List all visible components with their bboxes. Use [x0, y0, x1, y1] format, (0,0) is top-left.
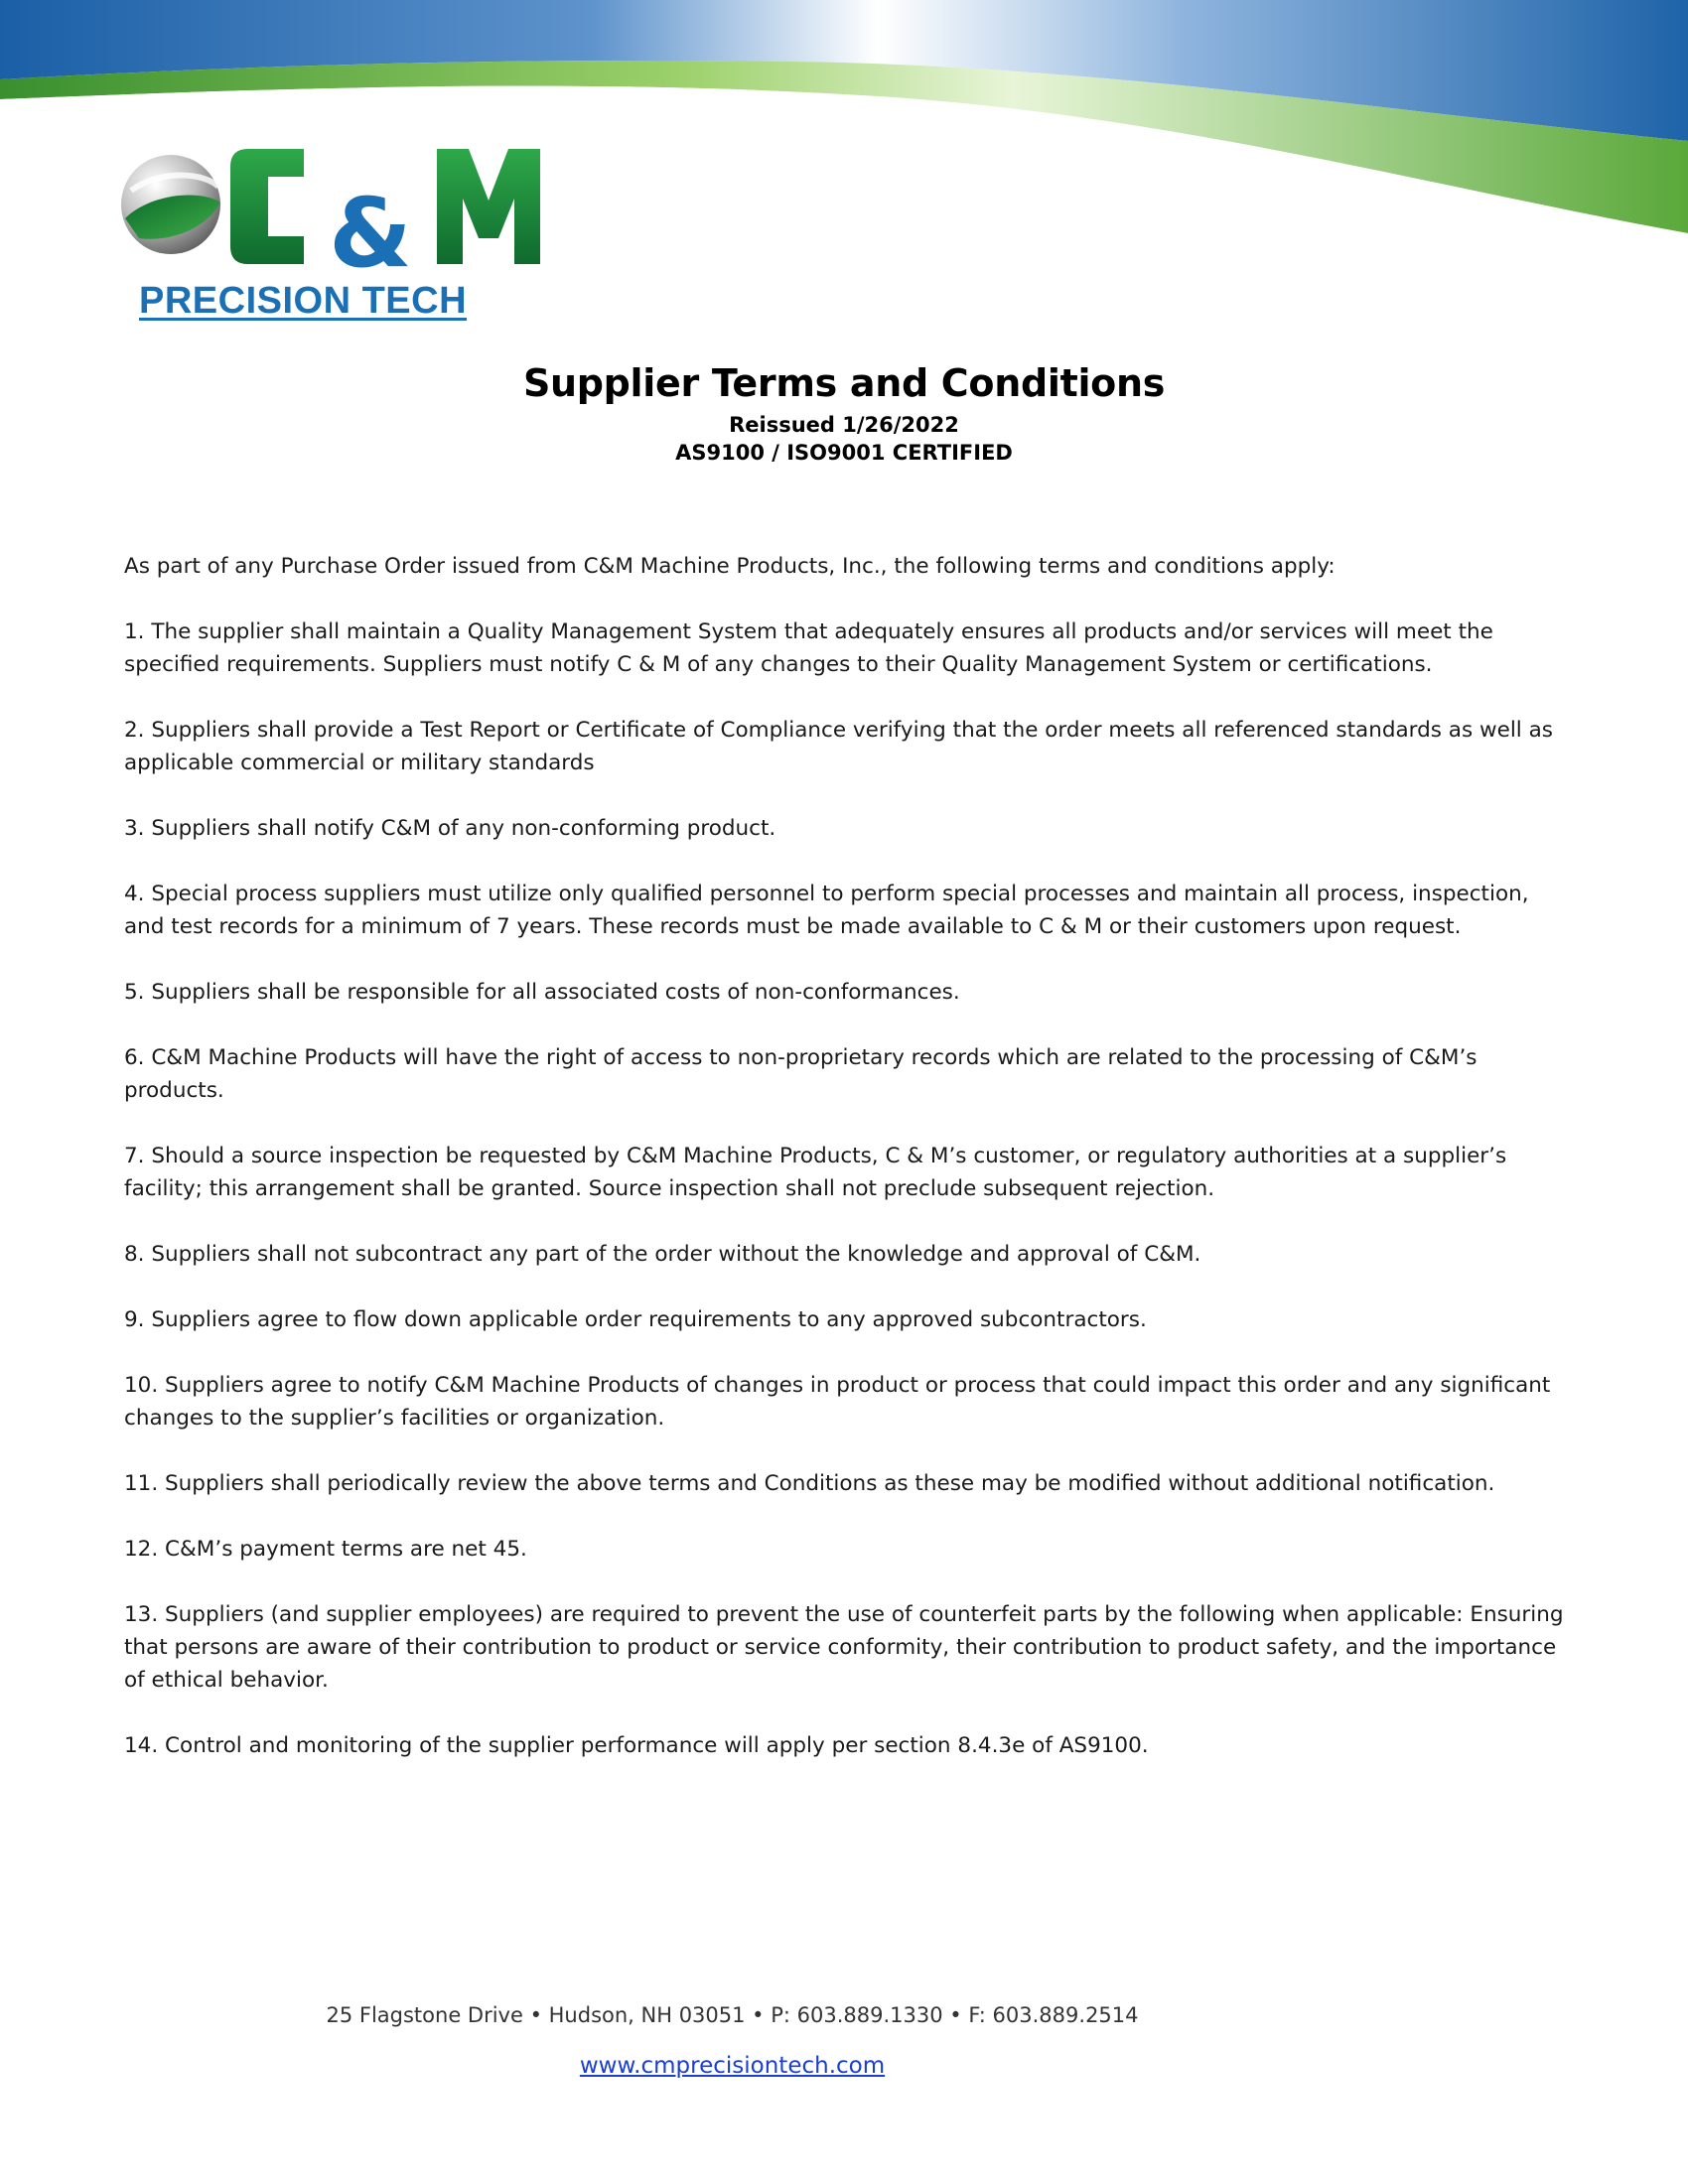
term-item: 5. Suppliers shall be responsible for all associated costs of non-conformances. — [124, 980, 960, 1005]
intro-paragraph: As part of any Purchase Order issued from C&M Machine Products, Inc., the following terms and conditions apply: — [124, 554, 1336, 579]
page-title: Supplier Terms and Conditions — [522, 361, 1166, 405]
reissued-date: Reissued 1/26/2022 — [729, 413, 959, 437]
term-item: 12. C&M’s payment terms are net 45. — [124, 1537, 527, 1562]
logo-globe-icon — [109, 139, 546, 278]
terms-body — [124, 550, 1564, 1795]
certification-label: AS9100 / ISO9001 CERTIFIED — [675, 441, 1013, 465]
term-item: 1. The supplier shall maintain a Quality Management System that adequately ensures all products and/or services will meet the specified requirements. Suppliers must notify C & M of any changes to their Quality Management System or certifications. — [124, 619, 1493, 677]
term-item: 10. Suppliers agree to notify C&M Machine Products of changes in product or process that could impact this order and any significant changes to the supplier’s facilities or organization. — [124, 1373, 1551, 1431]
term-item: 9. Suppliers agree to flow down applicable order requirements to any approved subcontractors. — [124, 1307, 1147, 1332]
term-item: 6. C&M Machine Products will have the right of access to non-proprietary records which are related to the processing of C&M’s products. — [124, 1045, 1477, 1103]
footer-address: 25 Flagstone Drive • Hudson, NH 03051 • P: 603.889.1330 • F: 603.889.2514 — [326, 2003, 1139, 2027]
title-block — [0, 361, 1688, 465]
term-item: 4. Special process suppliers must utilize only qualified personnel to perform special processes and maintain all process, inspection, and test records for a minimum of 7 years. These records must be made available to C & M or their customers upon request. — [124, 882, 1529, 939]
term-item: 13. Suppliers (and supplier employees) are required to prevent the use of counterfeit parts by the following when applicable: Ensuring that persons are aware of their contribution to product or service conformity, their contribution to product safety, and the importance of ethical behavior. — [124, 1602, 1564, 1693]
term-item: 11. Suppliers shall periodically review the above terms and Conditions as these may be modified without additional notification. — [124, 1471, 1495, 1496]
term-item: 3. Suppliers shall notify C&M of any non-conforming product. — [124, 816, 776, 841]
term-item: 14. Control and monitoring of the supplier performance will apply per section 8.4.3e of AS9100. — [124, 1733, 1149, 1758]
term-item: 2. Suppliers shall provide a Test Report or Certificate of Compliance verifying that the order meets all referenced standards as well as applicable commercial or military standards — [124, 718, 1553, 775]
svg-text:&: & — [329, 178, 412, 278]
website-link[interactable]: www.cmprecisiontech.com — [579, 2053, 886, 2079]
term-item: 7. Should a source inspection be requested by C&M Machine Products, C & M’s customer, or regulatory authorities at a supplier’s facility; this arrangement shall be granted. Source inspection shall not preclude subsequent rejection. — [124, 1144, 1507, 1201]
term-item: 8. Suppliers shall not subcontract any part of the order without the knowledge and approval of C&M. — [124, 1242, 1201, 1267]
logo-tagline: PRECISION TECH — [139, 280, 468, 322]
